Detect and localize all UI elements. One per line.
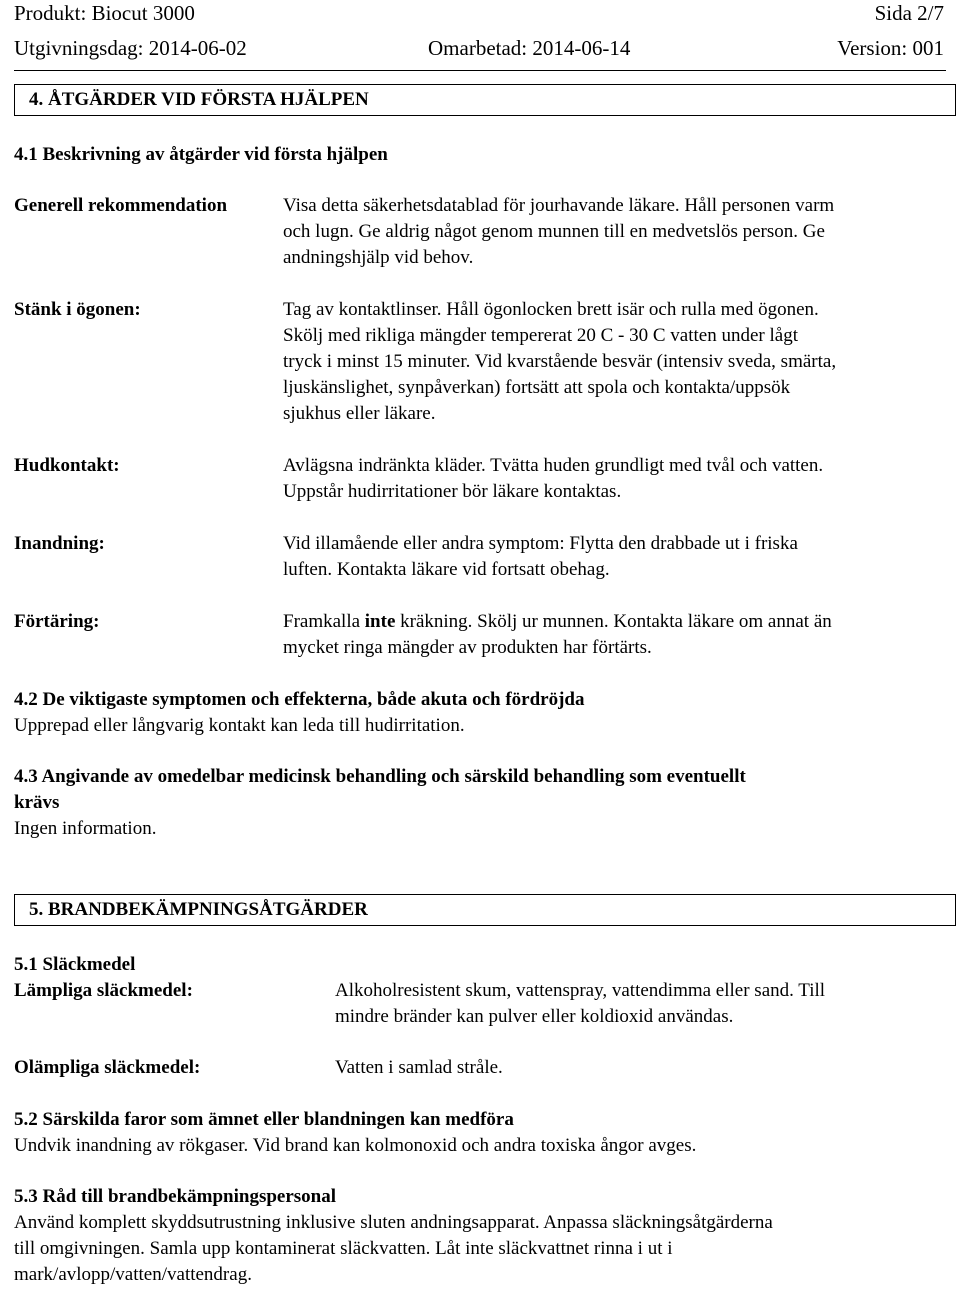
section-4-3-title <box>14 764 949 816</box>
section-5-3-text <box>14 1210 949 1288</box>
section-5-header <box>14 894 956 926</box>
text-line: Alkoholresistent skum, vattenspray, vattendimma eller sand. Till <box>335 980 826 1001</box>
text-line: luften. Kontakta läkare vid fortsatt obehag. <box>283 559 610 580</box>
text-line: tryck i minst 15 minuter. Vid kvarstående besvär (intensiv sveda, smärta, <box>283 351 837 372</box>
issue-date: Utgivningsdag: 2014-06-02 <box>14 36 247 60</box>
unsuitable-media-label: Olämpliga släckmedel: <box>14 1057 201 1078</box>
section-5-2-title: 5.2 Särskilda faror som ämnet eller blandningen kan medföra <box>14 1109 514 1130</box>
text-line: Uppstår hudirritationer bör läkare kontaktas. <box>283 481 622 502</box>
text-line: och lugn. Ge aldrig något genom munnen till en medvetslös person. Ge <box>283 221 825 242</box>
section-4-3-text: Ingen information. <box>14 818 157 839</box>
ingestion-label: Förtäring: <box>14 611 100 632</box>
version: Version: 001 <box>837 36 944 60</box>
text-line: Avlägsna indränkta kläder. Tvätta huden grundligt med tvål och vatten. <box>283 455 824 476</box>
text-line: mindre bränder kan pulver eller koldioxid användas. <box>335 1006 734 1027</box>
general-label: Generell rekommendation <box>14 195 228 216</box>
inhalation-label: Inandning: <box>14 533 105 554</box>
section-4-header <box>14 84 956 116</box>
text-line: ljuskänslighet, synpåverkan) fortsätt att spola och kontakta/uppsök <box>283 377 791 398</box>
inhalation-text <box>283 531 953 583</box>
skin-label: Hudkontakt: <box>14 455 120 476</box>
section-5-title: 5. BRANDBEKÄMPNINGSÅTGÄRDER <box>29 899 368 920</box>
skin-text <box>283 453 953 505</box>
section-4-2-title: 4.2 De viktigaste symptomen och effekterna, både akuta och fördröjda <box>14 689 585 710</box>
section-5-1-title: 5.1 Släckmedel <box>14 954 136 975</box>
ingestion-text <box>283 609 953 661</box>
text-line: sjukhus eller läkare. <box>283 403 436 424</box>
text-line: mycket ringa mängder av produkten har förtärts. <box>283 637 652 658</box>
emphasis-inte: inte <box>364 611 396 632</box>
text-line: Skölj med rikliga mängder tempererat 20 C - 30 C vatten under lågt <box>283 325 798 346</box>
section-5-2-text: Undvik inandning av rökgaser. Vid brand kan kolmonoxid och andra toxiska ångor avges. <box>14 1135 697 1156</box>
suitable-media-text <box>335 978 955 1030</box>
eyes-label: Stänk i ögonen: <box>14 299 141 320</box>
text-line: Visa detta säkerhetsdatablad för jourhavande läkare. Håll personen varm <box>283 195 835 216</box>
text-line: Vid illamående eller andra symptom: Flytta den drabbade ut i friska <box>283 533 798 554</box>
text-line: andningshjälp vid behov. <box>283 247 474 268</box>
text-line <box>283 609 953 635</box>
text-line: krävs <box>14 792 60 813</box>
suitable-media-label: Lämpliga släckmedel: <box>14 980 193 1001</box>
header-divider <box>14 70 946 71</box>
general-text <box>283 193 953 271</box>
text-line: Använd komplett skyddsutrustning inklusive sluten andningsapparat. Anpassa släckningsåtgärderna <box>14 1212 773 1233</box>
page-number: Sida 2/7 <box>874 1 944 25</box>
text-run: kräkning. Skölj ur munnen. Kontakta läkare om annat än <box>395 611 832 632</box>
revised-date: Omarbetad: 2014-06-14 <box>428 36 631 60</box>
section-4-1-title: 4.1 Beskrivning av åtgärder vid första hjälpen <box>14 144 388 165</box>
text-line: mark/avlopp/vatten/vattendrag. <box>14 1264 252 1285</box>
product-name: Produkt: Biocut 3000 <box>14 1 195 25</box>
section-4-2-text: Upprepad eller långvarig kontakt kan leda till hudirritation. <box>14 715 465 736</box>
text-run: Framkalla <box>283 611 365 632</box>
section-4-title: 4. ÅTGÄRDER VID FÖRSTA HJÄLPEN <box>29 89 369 110</box>
text-line: Tag av kontaktlinser. Håll ögonlocken brett isär och rulla med ögonen. <box>283 299 819 320</box>
text-line: 4.3 Angivande av omedelbar medicinsk behandling och särskild behandling som eventuellt <box>14 766 746 787</box>
text-line: till omgivningen. Samla upp kontaminerat släckvatten. Låt inte släckvattnet rinna i ut i <box>14 1238 673 1259</box>
section-5-3-title: 5.3 Råd till brandbekämpningspersonal <box>14 1186 337 1207</box>
eyes-text <box>283 297 953 427</box>
unsuitable-media-text: Vatten i samlad stråle. <box>335 1057 503 1078</box>
